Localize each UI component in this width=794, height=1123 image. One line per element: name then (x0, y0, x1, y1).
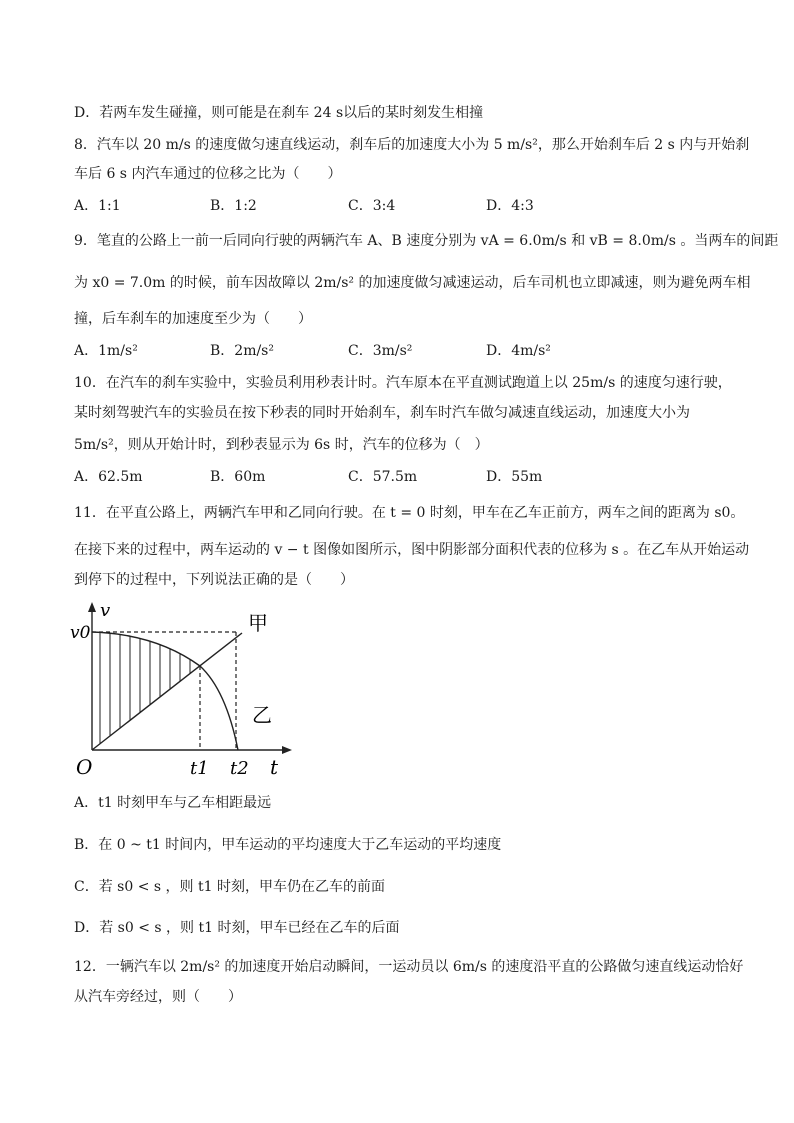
q9-stem-line-3: 撞，后车刹车的加速度至少为（ ） (74, 311, 312, 327)
q10-option-c: C．57.5m (348, 469, 418, 485)
q11-stem-line-3: 到停下的过程中，下列说法正确的是（ ） (74, 572, 354, 588)
q8-option-b: B．1:2 (210, 198, 257, 214)
q10-option-d: D．55m (486, 469, 543, 485)
q9-option-b: B．2m/s² (210, 343, 274, 359)
q10-stem-line-1: 10．在汽车的刹车实验中，实验员利用秒表计时。汽车原本在平直测试跑道上以 25m/s 的速度匀速行驶， (74, 375, 732, 391)
hatched-region (100, 628, 190, 758)
q8-stem-line-1: 8．汽车以 20 m/s 的速度做匀速直线运动，刹车后的加速度大小为 5 m/s²，那么开始刹车后 2 s 内与开始刹 (74, 137, 750, 153)
t2-label: t2 (230, 758, 249, 779)
q12-stem-line-2: 从汽车旁经过，则（ ） (74, 989, 242, 1005)
t1-label: t1 (190, 758, 209, 779)
q9-stem-line-1: 9．笔直的公路上一前一后同向行驶的两辆汽车 A、B 速度分别为 vA = 6.0m/s 和 vB = 8.0m/s 。当两车的间距 (74, 233, 779, 249)
q10-stem-line-2: 某时刻驾驶汽车的实验员在按下秒表的同时开始刹车，刹车时汽车做匀减速直线运动，加速度大小为 (74, 405, 690, 421)
x-axis-label: t (270, 755, 279, 779)
vt-graph (66, 598, 306, 788)
q12-stem-line-1: 12．一辆汽车以 2m/s² 的加速度开始启动瞬间，一运动员以 6m/s 的速度沿平直的公路做匀速直线运动恰好 (74, 959, 744, 975)
q7-option-d: D．若两车发生碰撞，则可能是在刹车 24 s以后的某时刻发生相撞 (74, 105, 484, 121)
q8-option-a: A．1:1 (74, 198, 121, 214)
x-axis-arrow (282, 746, 292, 754)
q11-option-b: B．在 0 ~ t1 时间内，甲车运动的平均速度大于乙车运动的平均速度 (74, 837, 502, 853)
y-axis-arrow (88, 602, 96, 612)
y-axis-label: v (100, 600, 111, 621)
jia-label: 甲 (248, 611, 268, 635)
q8-stem-line-2: 车后 6 s 内汽车通过的位移之比为（ ） (74, 166, 342, 182)
q10-option-b: B．60m (210, 469, 266, 485)
q8-option-d: D．4:3 (486, 198, 534, 214)
v0-label: v0 (70, 623, 91, 643)
q11-option-d: D．若 s0 < s ，则 t1 时刻，甲车已经在乙车的后面 (74, 920, 400, 936)
origin-label: O (76, 755, 93, 779)
q11-option-a: A．t1 时刻甲车与乙车相距最远 (74, 795, 272, 811)
q9-option-c: C．3m/s² (348, 343, 413, 359)
q11-stem-line-2: 在接下来的过程中，两车运动的 v − t 图像如图所示，图中阴影部分面积代表的位移为 s 。在乙车从开始运动 (74, 542, 750, 558)
q10-stem-line-3: 5m/s²，则从开始计时，到秒表显示为 6s 时，汽车的位移为（ ） (74, 437, 489, 453)
q9-option-a: A．1m/s² (74, 343, 138, 359)
q10-option-a: A．62.5m (74, 469, 143, 485)
q8-option-c: C．3:4 (348, 198, 396, 214)
yi-label: 乙 (252, 703, 272, 727)
q11-stem-line-1: 11．在平直公路上，两辆汽车甲和乙同向行驶。在 t = 0 时刻，甲车在乙车正前方，两车之间的距离为 s0。 (74, 505, 745, 521)
q9-option-d: D．4m/s² (486, 343, 551, 359)
q11-option-c: C．若 s0 < s ，则 t1 时刻，甲车仍在乙车的前面 (74, 879, 385, 895)
q9-stem-line-2: 为 x0 = 7.0m 的时候，前车因故障以 2m/s² 的加速度做匀减速运动，后车司机也立即减速，则为避免两车相 (74, 275, 751, 291)
